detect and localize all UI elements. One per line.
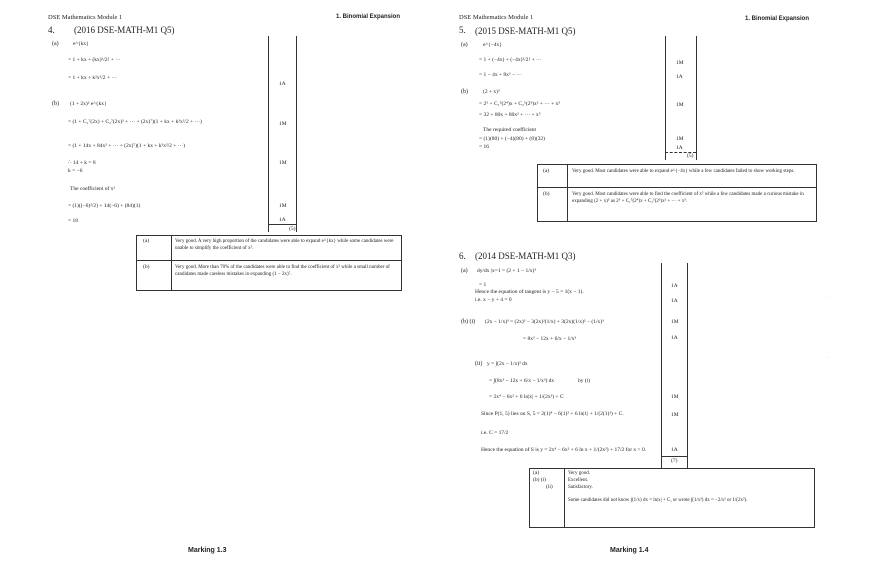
q4a-line-2: = 1 + kx + (kx)²/2! + ··· [68,57,121,63]
q6-total-marks: (7) [671,458,678,464]
total-rule [268,224,296,225]
q4-number: 4. [48,25,55,35]
left-header-chapter: 1. Binomial Expansion [336,14,401,20]
q5b-line-1: (2 + x)⁵ [483,89,500,95]
q5a-line-1: e^{−4x} [483,42,502,48]
scan-mark-1: · [829,296,831,301]
q6bii-line-3: = 2x⁴ − 6x² + 6 ln|x| + 1/(2x²) + C [489,394,564,400]
q5-comment-divider [538,187,816,188]
marks-column-rule-left [268,36,269,232]
q6-comment-a-label: (a) [533,470,540,476]
scan-mark-2: · [827,356,829,361]
comment-a-text: Very good. A very high proportion of the candidates were able to expand e^{kx} while some candidates were unable to simplify the coefficient of x². [175,239,394,251]
q4-coef-label: The coefficient of x² [70,186,116,192]
q5a-line-2: = 1 + (−4x) + (−4x)²/2! + ··· [479,57,542,63]
q6-part-bi-label: (b) (i) [461,319,476,325]
q6bii-by-i: by (i) [578,378,591,384]
comment-divider [137,260,401,261]
q4a-mark: 1A [279,81,286,87]
q4-total-marks: (5) [289,226,296,232]
q4-coef-line-2: = 18 [68,218,78,224]
right-footer: Marking 1.4 [610,547,649,554]
comment-a-label: (a) [143,238,150,244]
q5-comment-b-label: (b) [543,191,550,197]
q5c-mark-2: 1A [676,145,683,151]
q5a-line-3: = 1 − 4x + 8x² − ··· [479,72,522,78]
q5a-mark-1: 1M [676,60,684,66]
q6-comment-bii-label: (ii) [546,484,553,490]
q6bii-line-1: y = ∫(2x − 1/x)³ dx [487,361,528,367]
q5-part-a-label: (a) [461,42,468,48]
q6bii-line-2: = ∫(8x³ − 12x + 6/x − 1/x³) dx [489,378,555,384]
q5c-mark-1: 1M [676,136,684,142]
q5-examiner-comments [537,164,817,222]
q5c-line-1: The required coefficient [483,127,537,133]
q5-comment-label-divider [567,165,568,221]
q6c-mark-2: 1A [671,447,678,453]
q6-comment-extra-text: Some candidates did not know ∫(1/x) dx = ln|x| + C, or wrote ∫(1/x³) dx = −2/x² or 1/(2x²). [568,498,748,503]
q4-coef-mark-2: 1A [279,217,286,223]
q4b-line-5: k = −6 [68,168,83,174]
q6-number: 6. [459,251,466,261]
right-page [435,0,870,565]
q5-comment-a-text: Very good. Most candidates were able to expand e^{−4x} while a few candidates failed to show working steps. [572,169,795,174]
q4-coef-line-1: = (1)((−6)²/2) + 14(−6) + (84)(1) [68,203,141,209]
q5-part-b-label: (b) [461,89,468,95]
q6a-line-3: Hence the equation of tangent is y − 5 = 1(x − 1). [475,289,584,295]
q4b-line-2: = (1 + C₁⁷(2x) + C₂⁷(2x)² + ··· + (2x)⁷)(1 + kx + k²x²/2 + ···) [68,119,202,125]
q5-title: (2015 DSE-MATH-M1 Q5) [475,26,576,36]
q6-marks-rule-left [661,263,662,468]
q5-comment-b-text: Very good. Most candidates were able to find the coefficient of x² while a few candidates made a curious mistake in expanding (2 + x)⁵ as 2⁵ + C₁⁵(2⁴)x + C₂⁵(2³)x² + ··· + x⁵. [572,192,804,204]
q6a-line-2: = 1 [479,282,487,288]
q5b-line-3: = 32 + 80x + 80x² + ··· + x⁵ [479,112,541,118]
q5-comment-a-label: (a) [543,168,550,174]
q6bii-mark: 1M [671,394,679,400]
q5-number: 5. [459,25,466,35]
q5b-line-2: = 2⁵ + C₁⁵(2⁴)x + C₂⁵(2³)x² + ··· + x⁵ [479,101,561,107]
q5c-line-3: = 16 [479,144,489,150]
left-footer: Marking 1.3 [188,547,227,554]
q6-part-a-label: (a) [461,268,468,274]
q6c-line-3: Hence the equation of S is y = 2x⁴ − 6x² + 6 ln x + 1/(2x²) + 17/2 for x > 0. [481,447,647,453]
q6bi-mark-1: 1M [671,319,679,325]
q4b-mark-2: 1M [279,160,287,166]
q4a-line-1: e^{kx} [73,41,89,47]
q6-comment-label-divider [564,469,565,527]
q6a-line-1: dy/dx |x=1 = (2 + 1 − 1/x)³ [477,268,537,274]
q6-comment-a-text: Very good. [568,471,590,476]
q6a-mark-2: 1A [671,298,678,304]
right-header-chapter: 1. Binomial Expansion [745,16,810,22]
q6-comment-bii-text: Satisfactory. [568,485,593,490]
q6bi-line-2: = 8x³ − 12x + 6/x − 1/x³ [523,336,577,342]
q6a-line-4: i.e. x − y + 4 = 0 [475,297,512,303]
q5-marks-rule-right [696,36,697,160]
q5-total-rule [665,152,696,153]
q6-examiner-comments [529,468,815,528]
q4b-mark-1: 1M [279,121,287,127]
q5c-line-2: = (1)(80) + (−4)(80) + (8)(32) [479,136,546,142]
q6bi-mark-2: 1A [671,335,678,341]
comment-b-label: (b) [143,264,150,270]
q6-part-bii-label: (ii) [475,361,483,367]
q6a-mark-1: 1A [671,283,678,289]
q4-examiner-comments [136,235,402,291]
right-header: DSE Mathematics Module 1 [459,14,534,21]
q6-title: (2014 DSE-MATH-M1 Q3) [475,251,576,261]
q6-comment-bi-label: (b) (i) [533,477,546,483]
q4-part-a-label: (a) [52,41,59,47]
q4b-line-4: ∴ 14 + k = 8 [68,160,96,166]
q6c-mark-1: 1M [671,412,679,418]
q4-coef-mark-1: 1M [279,203,287,209]
q6-total-rule [661,456,687,457]
q5-marks-rule-left [665,36,666,160]
q6-comment-bi-text: Excellent. [568,478,589,483]
q6c-line-1: Since P(1, 5) lies on S, 5 = 2(1)⁴ − 6(1)² + 6 ln|1| + 1/(2(1)²) + C. [481,411,624,417]
q4-title: (2016 DSE-MATH-M1 Q5) [74,25,175,35]
q6-marks-rule-right [687,263,688,468]
marks-column-rule-right [296,36,297,232]
left-header: DSE Mathematics Module 1 [48,14,123,21]
q4-part-b-label: (b) [52,101,59,107]
q5a-mark-2: 1A [676,74,683,80]
q4b-line-3: = (1 + 14x + 84x² + ··· + (2x)⁷)(1 + kx + k²x²/2 + ···) [68,143,186,149]
q6bi-line-1: (2x − 1/x)³ = (2x)³ − 3(2x)²(1/x) + 3(2x)(1/x)² − (1/x)³ [485,319,604,325]
q4a-line-3: = 1 + kx + k²x²/2 + ··· [68,75,117,81]
q4b-line-1: (1 + 2x)² e^{kx} [70,101,107,107]
comment-label-divider [171,236,172,290]
q5-total-marks: (5) [687,153,694,159]
comment-b-text: Very good. More than 70% of the candidates were able to find the coefficient of x² while a small number of candidates made careless mistakes in expanding (1 − 2x)⁷. [175,265,390,277]
q5b-mark: 1M [676,102,684,108]
q6c-line-2: i.e. C = 17/2 [481,430,509,436]
